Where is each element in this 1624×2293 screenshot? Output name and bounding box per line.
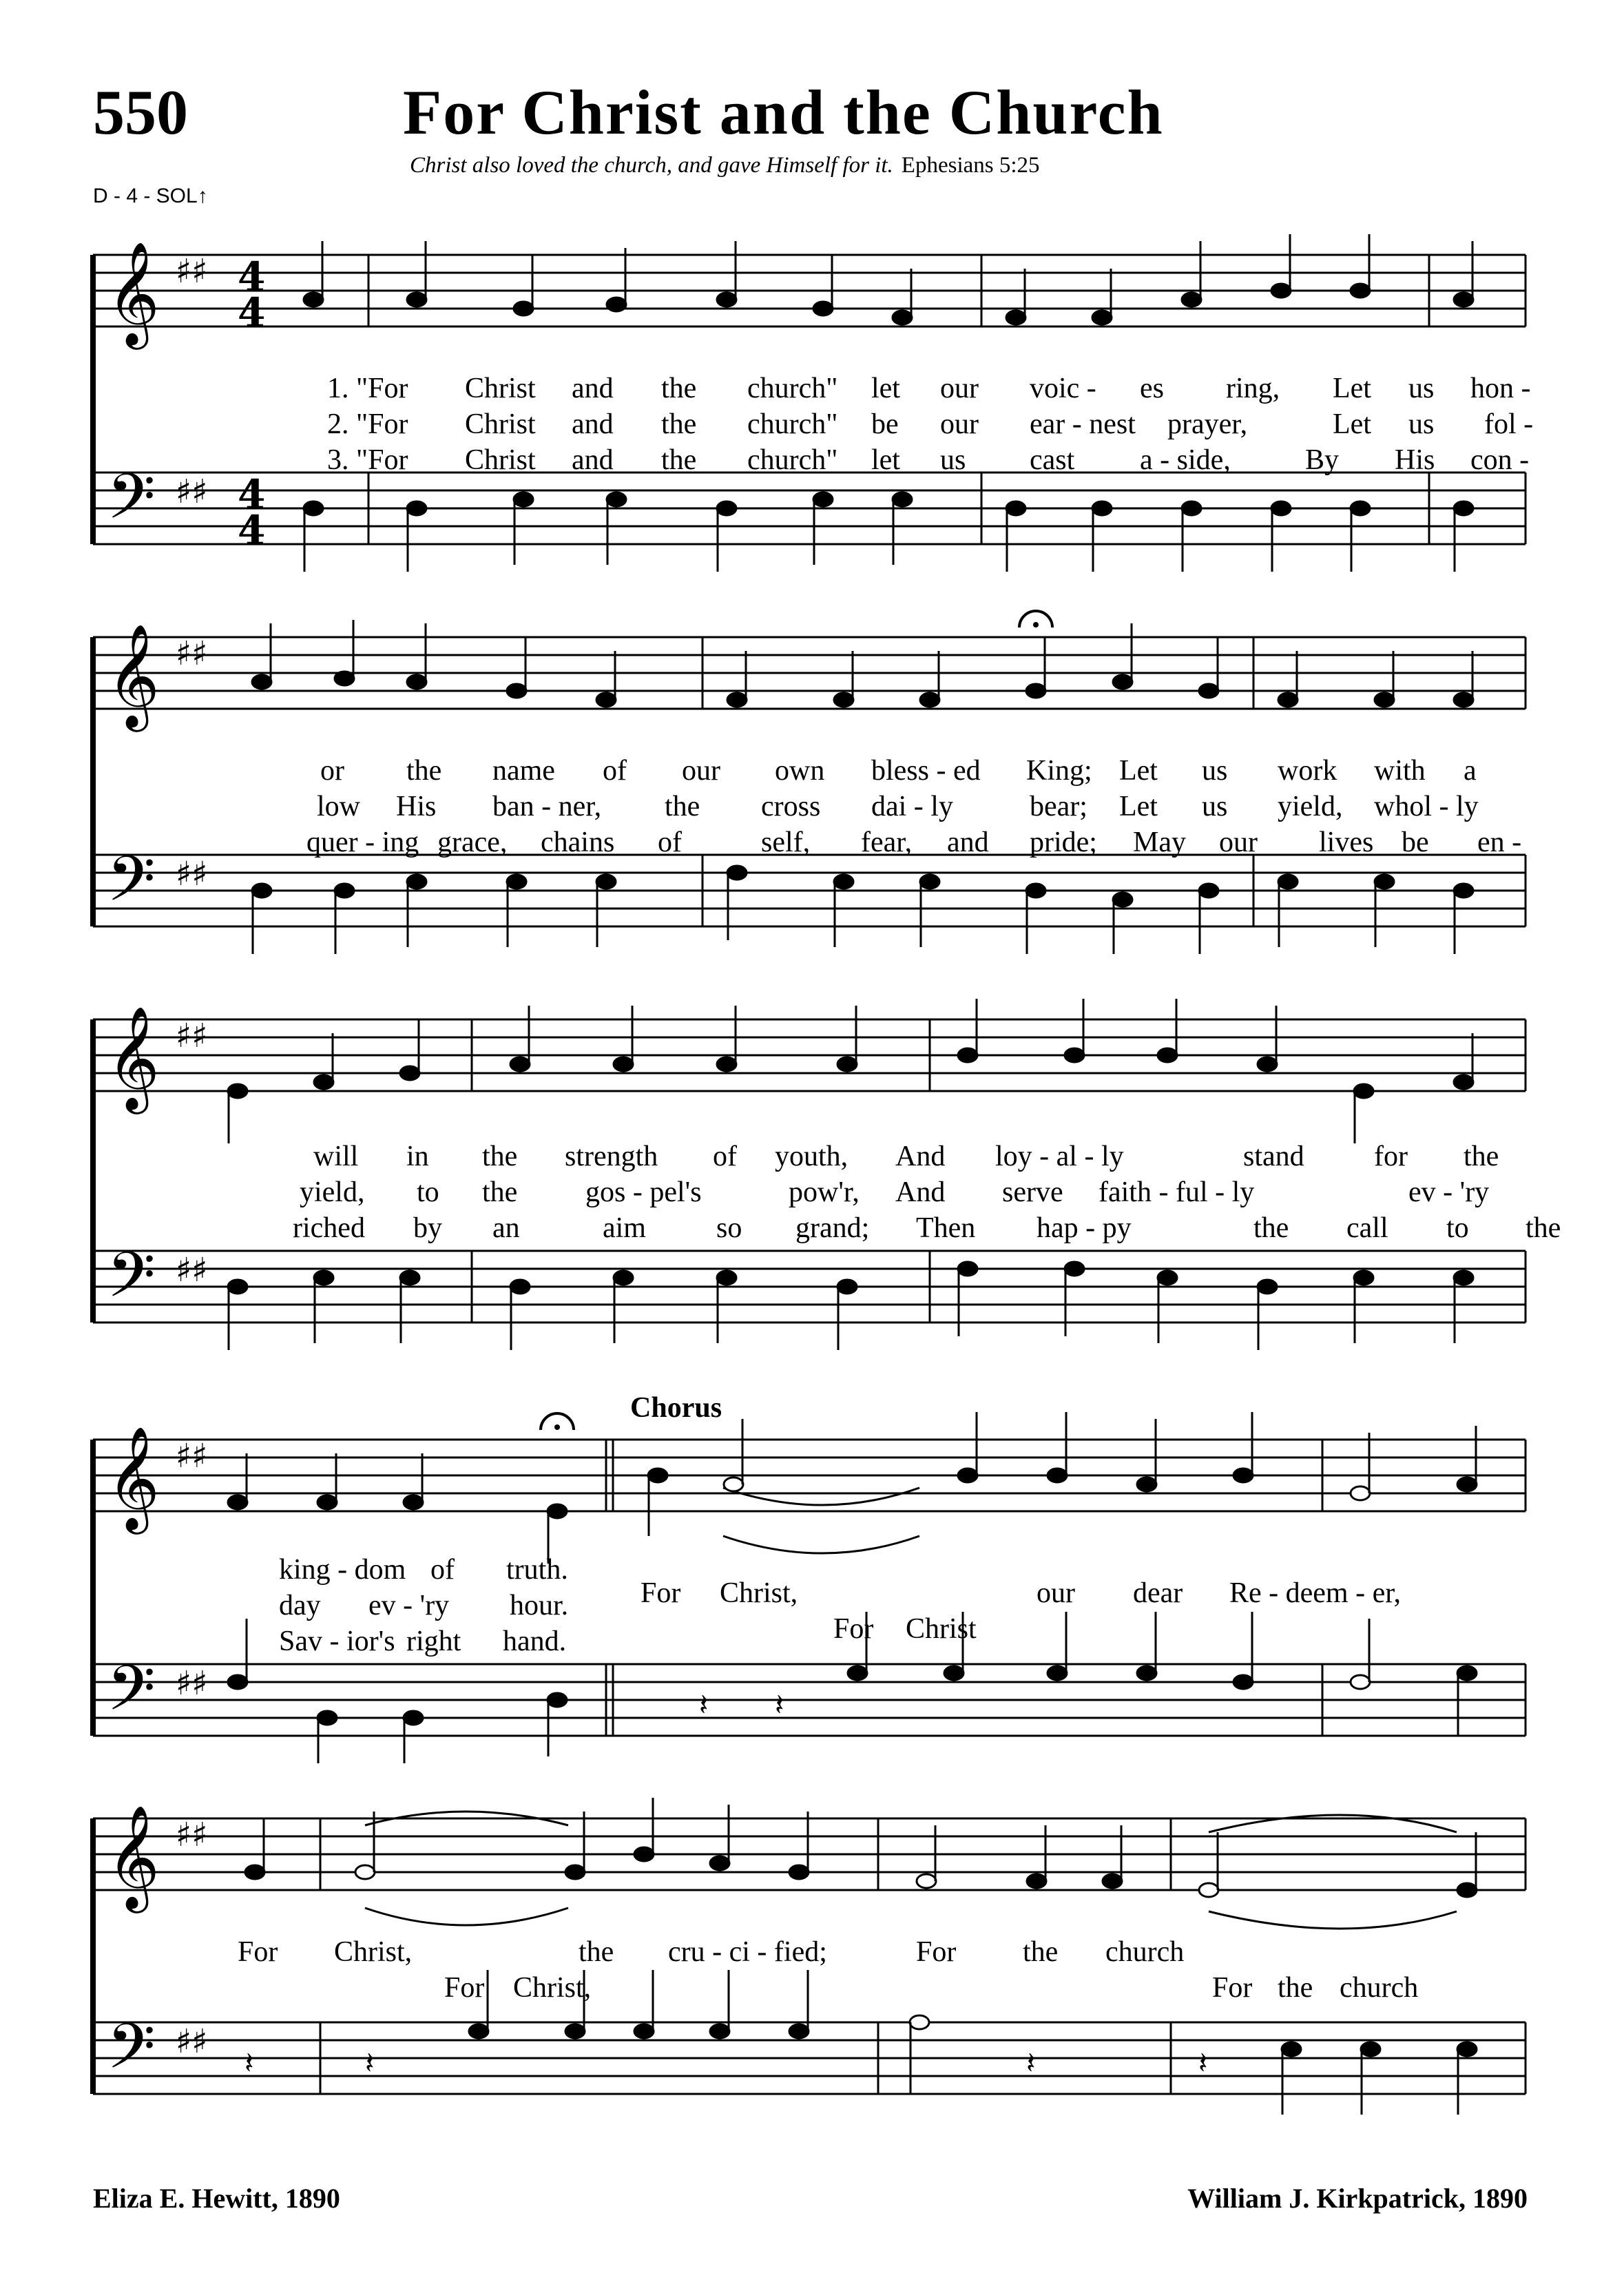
lyric-syllable: Christ, [334,1936,413,1968]
music-system-2 [93,610,1526,954]
lyric-syllable: a [1464,755,1477,787]
lyric-syllable: hour. [510,1590,569,1621]
lyric-syllable: Christ, [513,1972,592,2004]
lyric-syllable: voic - [1030,373,1096,404]
lyric-syllable: Let [1333,373,1371,404]
lyric-syllable: yield, [300,1176,365,1208]
lyric-syllable: yield, [1278,791,1343,822]
lyric-syllable: us [1202,755,1228,787]
lyric-syllable: or [320,755,344,787]
svg-text:♯♯: ♯♯ [176,1437,208,1475]
lyric-syllable: Christ [465,373,536,404]
lyric-syllable: day [279,1590,321,1621]
music-system-1 [93,227,1534,572]
lyric-line-system-3-verse-1 [238,1140,1546,1176]
lyric-syllable: serve [1002,1176,1063,1208]
svg-text:4: 4 [238,289,266,336]
lyric-syllable: For [444,1972,485,2004]
lyric-syllable: Let [1119,755,1158,787]
lyric-syllable: By [1305,444,1340,476]
music-system-4 [93,1391,1526,1763]
lyric-syllable: of [603,755,627,787]
lyric-syllable: stand [1243,1141,1304,1172]
svg-text:♯♯: ♯♯ [176,634,208,673]
lyric-line-system-3-verse-2 [238,1176,1546,1212]
lyric-syllable: His [1395,444,1435,476]
svg-text:𝄞: 𝄞 [107,623,160,727]
lyric-syllable: quer - ing [306,827,419,858]
lyric-syllable: be [1402,827,1429,858]
lyric-syllable: self, [761,827,811,858]
svg-text:♯♯: ♯♯ [176,855,208,893]
lyric-syllable: and [572,408,614,440]
lyric-syllable: an [492,1212,520,1244]
lyric-syllable: us [1408,408,1435,440]
lyric-syllable: the [661,444,697,476]
lyric-syllable: hon - [1470,373,1531,404]
lyric-syllable: cast [1030,444,1075,476]
lyric-syllable: the [1253,1212,1289,1244]
lyric-line-system-1-verse-2 [238,408,1546,444]
lyric-syllable: bear; [1030,791,1087,822]
lyric-syllable: to [1446,1212,1469,1244]
composer-credit: William J. Kirkpatrick, 1890 [1187,2183,1528,2214]
lyric-line-system-4-verse-2 [238,1577,1546,1625]
svg-text:𝄽: 𝄽 [244,2046,254,2081]
lyric-syllable: Christ, [720,1577,798,1609]
lyric-syllable: the [661,373,697,404]
lyric-syllable: of [658,827,682,858]
lyric-syllable: a - side, [1140,444,1231,476]
lyric-syllable: will [313,1141,359,1172]
lyric-syllable: to [417,1176,439,1208]
lyric-syllable: be [871,408,899,440]
lyric-syllable: church [1105,1936,1185,1968]
lyric-syllable: King; [1026,755,1092,787]
lyric-syllable: hap - py [1037,1212,1132,1244]
lyric-line-system-2-verse-3 [238,826,1546,862]
lyric-syllable: riched [293,1212,365,1244]
lyric-line-system-2-verse-1 [238,754,1546,790]
lyric-syllable: let [871,444,900,476]
lyric-syllable: 3. "For [327,444,408,476]
lyric-syllable: 1. "For [327,373,408,404]
lyric-syllable: May [1133,827,1186,858]
lyric-syllable: the [1464,1141,1499,1172]
lyric-syllable: of [430,1554,455,1586]
lyric-syllable: pow'r, [789,1176,860,1208]
lyric-syllable: the [1023,1936,1059,1968]
lyric-syllable: ev - 'ry [1408,1176,1490,1208]
lyric-syllable: grand; [795,1212,870,1244]
svg-text:𝄽: 𝄽 [775,1688,784,1723]
music-system-3 [93,992,1561,1350]
scripture-text: Christ also loved the church, and gave Himself for it. [410,153,893,178]
lyric-syllable: church" [747,444,838,476]
lyric-syllable: For [1212,1972,1253,2004]
svg-text:𝄞: 𝄞 [107,240,160,345]
lyric-syllable: and [947,827,989,858]
lyric-syllable: ear - nest [1030,408,1136,440]
scripture-line [410,153,1040,178]
lyric-syllable: the [665,791,700,822]
lyric-syllable: For [833,1613,874,1645]
svg-text:♯♯: ♯♯ [176,1664,208,1703]
lyric-syllable: For [641,1577,681,1609]
lyric-syllable: work [1278,755,1337,787]
lyric-syllable: whol - ly [1374,791,1479,822]
lyric-syllable: the [482,1141,518,1172]
lyric-syllable: Let [1119,791,1158,822]
scripture-reference: Ephesians 5:25 [901,153,1040,178]
lyric-syllable: the [406,755,442,787]
svg-text:𝄞: 𝄞 [107,1804,160,1909]
lyric-syllable: Christ [465,408,536,440]
lyric-syllable: own [775,755,825,787]
lyric-syllable: the [482,1176,518,1208]
lyric-syllable: ban - ner, [492,791,602,822]
lyric-syllable: with [1374,755,1426,787]
lyric-syllable: chains [541,827,615,858]
lyric-syllable: let [871,373,900,404]
svg-text:𝄽: 𝄽 [365,2046,375,2081]
lyric-syllable: faith - ful - ly [1099,1176,1255,1208]
lyric-syllable: cru - ci - fied; [668,1936,827,1968]
lyric-syllable: so [716,1212,742,1244]
lyric-syllable: our [682,755,720,787]
lyric-syllable: name [492,755,555,787]
svg-text:4: 4 [238,471,266,518]
svg-text:𝄞: 𝄞 [107,1005,160,1110]
svg-text:𝄽: 𝄽 [1026,2046,1036,2081]
lyric-syllable: lives [1319,827,1374,858]
lyric-syllable: truth. [506,1554,568,1586]
lyric-syllable: Sav - ior's [279,1626,395,1657]
lyric-syllable: fear, [861,827,913,858]
lyric-syllable: And [895,1141,946,1172]
svg-text:𝄞: 𝄞 [107,1425,160,1530]
hymn-title: For Christ and the Church [403,77,1164,147]
lyric-line-system-5-verse-1 [238,1936,1546,1971]
lyric-syllable: us [940,444,966,476]
lyric-syllable: fol - [1484,408,1534,440]
svg-text:4: 4 [238,507,266,554]
lyric-line-system-5-verse-2 [238,1971,1546,2007]
author-credit: Eliza E. Hewitt, 1890 [93,2183,340,2214]
lyric-syllable: For [238,1936,278,1968]
svg-text:♯♯: ♯♯ [176,2022,208,2061]
svg-text:𝄽: 𝄽 [699,1688,709,1723]
lyric-syllable: us [1408,373,1435,404]
lyric-syllable: youth, [775,1141,849,1172]
lyric-syllable: by [413,1212,442,1244]
svg-text:♯♯: ♯♯ [176,1816,208,1854]
svg-text:♯♯: ♯♯ [176,252,208,291]
svg-text:♯♯: ♯♯ [176,1251,208,1289]
svg-text:𝄢: 𝄢 [107,2010,156,2098]
lyric-syllable: church" [747,408,838,440]
lyric-syllable: es [1140,373,1164,404]
lyric-syllable: low [317,791,360,822]
lyric-syllable: 2. "For [327,408,408,440]
lyric-syllable: and [572,373,614,404]
lyric-syllable: in [406,1141,429,1172]
lyric-syllable: call [1346,1212,1388,1244]
lyric-syllable: our [940,408,979,440]
lyric-syllable: Re - deem - er, [1229,1577,1402,1609]
lyric-syllable: and [572,444,614,476]
lyric-syllable: prayer, [1167,408,1248,440]
svg-text:♯♯: ♯♯ [176,473,208,511]
lyric-line-system-1-verse-1 [238,372,1546,408]
lyric-syllable: our [1219,827,1258,858]
lyric-syllable: us [1202,791,1228,822]
lyric-syllable: bless - ed [871,755,981,787]
lyric-line-system-1-verse-3 [238,444,1546,479]
lyric-line-system-2-verse-2 [238,790,1546,826]
svg-text:𝄢: 𝄢 [107,1238,156,1327]
lyric-syllable: loy - al - ly [995,1141,1124,1172]
lyric-syllable: con - [1470,444,1530,476]
lyric-syllable: gos - pel's [585,1176,702,1208]
lyric-syllable: aim [603,1212,646,1244]
lyric-syllable: dai - ly [871,791,953,822]
lyric-syllable: church" [747,373,838,404]
lyric-syllable: ev - 'ry [368,1590,450,1621]
lyric-syllable: For [916,1936,957,1968]
lyric-syllable: the [1278,1972,1313,2004]
lyric-syllable: And [895,1176,946,1208]
lyric-syllable: strength [565,1141,658,1172]
key-info: D - 4 - SOL↑ [93,185,208,207]
lyric-syllable: for [1374,1141,1408,1172]
svg-text:4: 4 [238,253,266,300]
lyric-syllable: of [713,1141,737,1172]
svg-text:♯♯: ♯♯ [176,1017,208,1055]
lyric-syllable: king - dom [279,1554,406,1586]
lyric-syllable: Let [1333,408,1371,440]
lyric-syllable: our [940,373,979,404]
lyric-syllable: Christ [906,1613,977,1645]
lyric-syllable: cross [761,791,821,822]
lyric-syllable: dear [1133,1577,1183,1609]
music-system-5 [93,1791,1526,2135]
svg-text:𝄢: 𝄢 [107,842,156,931]
lyric-line-system-3-verse-3 [238,1212,1561,1247]
lyric-syllable: grace, [437,827,508,858]
lyric-syllable: Christ [465,444,536,476]
lyric-syllable: hand. [503,1626,567,1657]
lyric-line-system-4-verse-3 [238,1613,1546,1661]
lyric-syllable: pride; [1030,827,1097,858]
lyric-syllable: the [1526,1212,1561,1244]
lyric-syllable: right [406,1626,461,1657]
svg-text:𝄢: 𝄢 [107,460,156,548]
lyric-syllable: our [1037,1577,1075,1609]
chorus-label: Chorus [630,1392,722,1424]
lyric-syllable: the [579,1936,614,1968]
lyric-syllable: Then [916,1212,976,1244]
svg-text:𝄢: 𝄢 [107,1652,156,1740]
svg-text:𝄽: 𝄽 [1198,2046,1208,2081]
lyric-syllable: en - [1477,827,1522,858]
lyric-syllable: the [661,408,697,440]
hymn-number: 550 [93,77,188,147]
lyric-syllable: His [396,791,437,822]
lyric-syllable: ring, [1226,373,1280,404]
lyric-syllable: church [1340,1972,1419,2004]
